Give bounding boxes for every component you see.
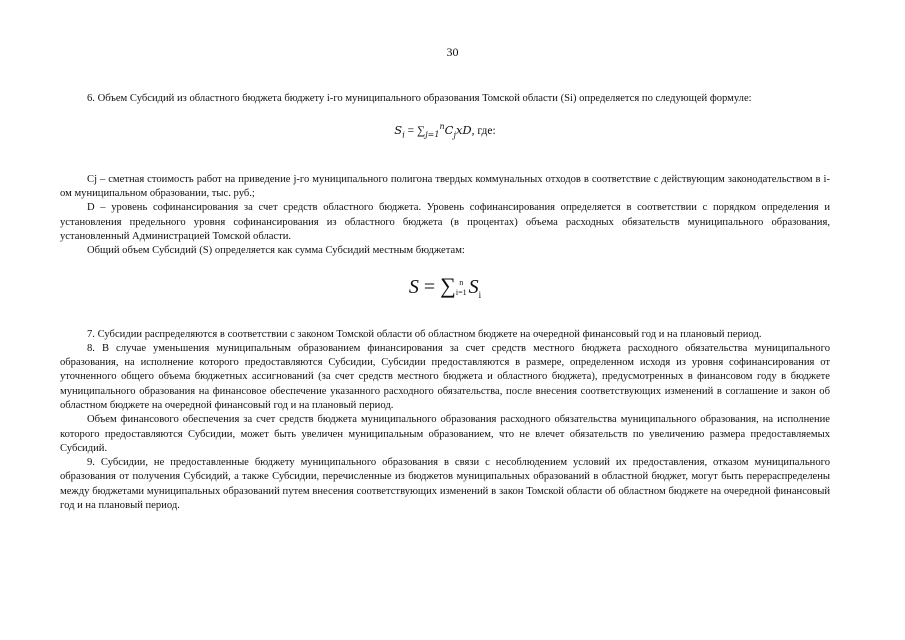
formula-si-sum-sub: j=1 [425,130,440,140]
formula-s-lhs: S [408,275,419,298]
document-body [60,92,830,513]
formula-si-sum-sup: n [439,122,445,132]
paragraph-9: 9. Субсидии, не предоставленные бюджету муниципального образования в связи с несоблюдением условий их предоставления, отказом муниципального образования от получения Субсидий, а также Субсидии, перечисленные из бюджетов муниципальных образований в областной бюджет, могут быть перераспределены между бюджетами муниципальных образований путем внесения соответствующих изменений в закон Томской области об областном бюджете на очередной финансовый год и на плановый период. [60,457,830,512]
formula-si-eq: = [404,125,417,138]
formula-si-lhs: S [394,123,403,138]
formula-si-where: , где: [471,125,496,138]
formula-s-sum: ∑ [440,272,456,298]
paragraph-8: 8. В случае уменьшения муниципальным образованием финансирования за счет средств местного бюджета расходного обязательства муниципального образования, на исполнение которого предоставляются Субсидии, Субсидии предоставляются в размере, определенном исходя из уровня софинансирования от уточненного общего объема бюджетных ассигнований (за счет средств местного бюджета и областного бюджета), предусмотренных в финансовом году в бюджете муниципального образования на финансовое обеспечение указанного расходного обязательства, после внесения соответствующих изменений в соглашение и закон об областном бюджете на очередной финансовый год и на плановый период. [60,342,830,411]
formula-s [60,271,830,310]
paragraph-6: 6. Объем Субсидий из областного бюджета бюджету i-го муниципального образования Томской области (Si) определяется по следующей формуле: [87,93,752,104]
formula-si-xd: xD [455,123,472,138]
paragraph-8-continued: Объем финансового обеспечения за счет средств бюджета муниципального образования расходного обязательства муниципального образования, на исполнение которого предоставляются Субсидии, может быть увеличен муниципальным образованием, что не влечет обязательств по увеличению размера предоставляемых Субсидий. [60,414,830,454]
page-number: 30 [446,45,459,59]
paragraph-7: 7. Субсидии распределяются в соответствии с законом Томской области об областном бюджете на очередной финансовый год и на плановый период. [87,328,762,340]
formula-si-c-sub: j [453,130,456,140]
formula-s-term: S [468,275,479,298]
formula-s-sup: n [459,277,464,287]
formula-si-lhs-sub: i [402,130,405,140]
formula-si-c: C [444,123,454,138]
definition-d: D – уровень софинансирования за счет средств областного бюджета. Уровень софинансирования определяется в соответствии с порядком определения и установления предельного уровня софинансирования из областного бюджета (в процентах) объема расходных обязательств муниципального образования, установленный Администрацией Томской области. [60,202,830,242]
definition-cj: Cj – сметная стоимость работ на приведение j-го муниципального полигона твердых коммунальных отходов в соответствие с действующим законодательством в i-ом муниципальном образовании, тыс. руб.; [60,173,830,200]
formula-s-sub: i=1 [455,287,467,297]
formula-s-term-sub: i [478,289,482,300]
formula-s-eq: = [418,275,441,298]
total-subsidies-text: Общий объем Субсидий (S) определяется как сумма Субсидий местным бюджетам: [87,245,465,257]
formula-si [60,120,830,142]
formula-si-sum: ∑ [417,125,426,138]
